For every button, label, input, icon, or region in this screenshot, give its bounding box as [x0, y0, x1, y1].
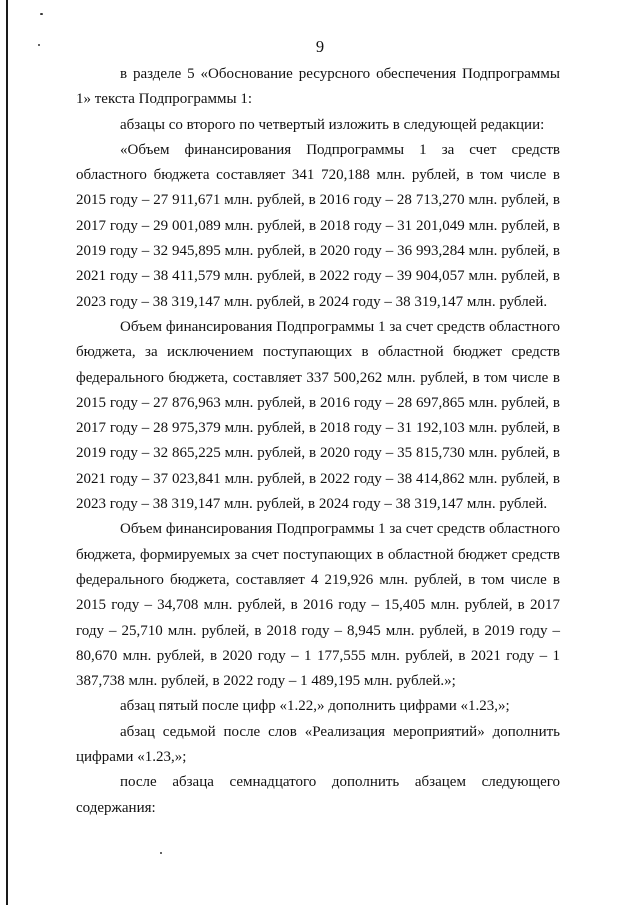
scan-edge-line	[6, 0, 8, 905]
paragraph: Объем финансирования Подпрограммы 1 за счет средств областного бюджета, формируемых за счет поступающих в областной бюджет средств федерального бюджета, составляет 4 219,926 млн. рублей, в том числе в 2015 году – 34,708 млн. рублей, в 2016 году – 15,405 млн. рублей, в 2017 году – 25,710 млн. рублей, в 2018 году – 8,945 млн. рублей, в 2019 году – 80,670 млн. рублей, в 2020 году – 1 177,555 млн. рублей, в 2021 году – 1 387,738 млн. рублей, в 2022 году – 1 489,195 млн. рублей.»;	[76, 521, 560, 690]
scan-artifact	[160, 852, 162, 854]
document-body	[76, 62, 560, 821]
scan-artifact	[40, 13, 43, 15]
paragraph: Объем финансирования Подпрограммы 1 за счет средств областного бюджета, за исключением поступающих в областной бюджет средств федерального бюджета, составляет 337 500,262 млн. рублей, в том числе в 2015 году – 27 876,963 млн. рублей, в 2016 году – 28 697,865 млн. рублей, в 2017 году – 28 975,379 млн. рублей, в 2018 году – 31 192,103 млн. рублей, в 2019 году – 32 865,225 млн. рублей, в 2020 году – 35 815,730 млн. рублей, в 2021 году – 37 023,841 млн. рублей, в 2022 году – 38 414,862 млн. рублей, в 2023 году – 38 319,147 млн. рублей, в 2024 году – 38 319,147 млн. рублей.	[76, 318, 560, 513]
paragraph: абзац седьмой после слов «Реализация мероприятий» дополнить цифрами «1.23,»;	[76, 723, 560, 766]
paragraph: после абзаца семнадцатого дополнить абзацем следующего содержания:	[76, 774, 560, 816]
paragraph: абзацы со второго по четвертый изложить в следующей редакции:	[120, 116, 545, 133]
paragraph: абзац пятый после цифр «1.22,» дополнить цифрами «1.23,»;	[120, 698, 510, 715]
page-number: 9	[315, 37, 325, 56]
paragraph: «Объем финансирования Подпрограммы 1 за счет средств областного бюджета составляет 341 720,188 млн. рублей, в том числе в 2015 году – 27 911,671 млн. рублей, в 2016 году – 28 713,270 млн. рублей, в 2017 году – 29 001,089 млн. рублей, в 2018 году – 31 201,049 млн. рублей, в 2019 году – 32 945,895 млн. рублей, в 2020 году – 36 993,284 млн. рублей, в 2021 году – 38 411,579 млн. рублей, в 2022 году – 39 904,057 млн. рублей, в 2023 году – 38 319,147 млн. рублей, в 2024 году – 38 319,147 млн. рублей.	[76, 141, 560, 310]
paragraph: в разделе 5 «Обоснование ресурсного обеспечения Подпрограммы 1» текста Подпрограммы 1:	[76, 66, 560, 108]
